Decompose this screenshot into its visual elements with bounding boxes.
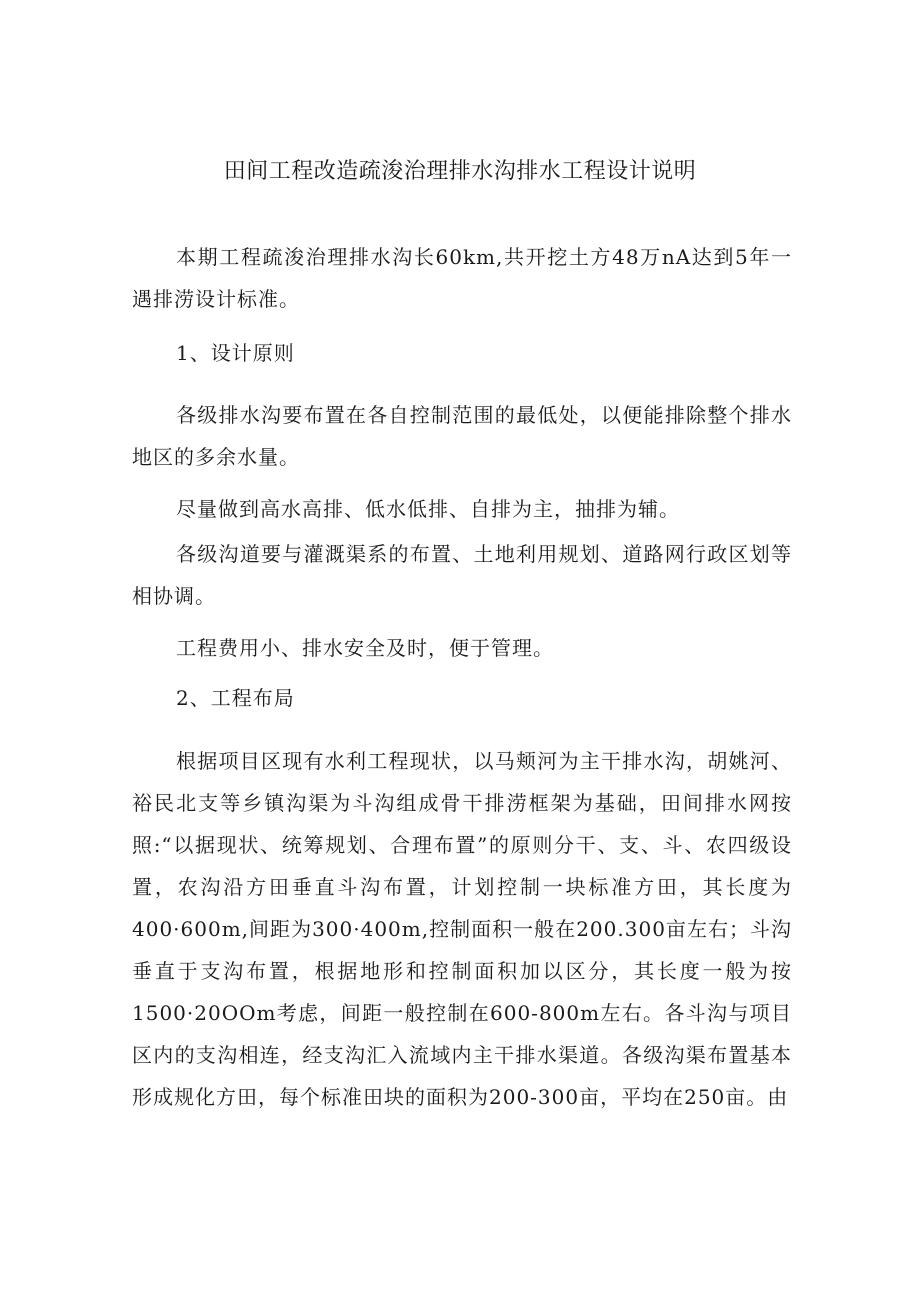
principle-paragraph-1: 各级排水沟要布置在各自控制范围的最低处，以便能排除整个排水地区的多余水量。 [132, 403, 792, 469]
layout-paragraph-1: 根据项目区现有水利工程现状，以马颊河为主干排水沟，胡姚河、裕民北支等乡镇沟渠为斗沟组成骨干排涝框架为基础，田间排水网按照:“以据现状、统筹规划、合理布置”的原则分干、支、斗、农四级设置，农沟沿方田垂直斗沟布置，计划控制一块标准方田，其长度为400·600m,间距为300·400m,控制面积一般在200.300亩左右；斗沟垂直于支沟布置，根据地形和控制面积加以区分，其长度一般为按1500·20OOm考虑，间距一般控制在600-800m左右。各斗沟与项目区内的支沟相连，经支沟汇入流域内主干排水渠道。各级沟渠布置基本形成规化方田，每个标准田块的面积为200-300亩，平均在250亩。由 [132, 749, 792, 1109]
principle-paragraph-3: 各级沟道要与灌溉渠系的布置、土地利用规划、道路网行政区划等相协调。 [132, 542, 792, 608]
principle-paragraph-4: 工程费用小、排水安全及时，便于管理。 [176, 636, 554, 660]
section-heading-layout: 2、工程布局 [176, 686, 295, 710]
section-heading-design-principles: 1、设计原则 [176, 341, 295, 365]
intro-paragraph: 本期工程疏浚治理排水沟长60km,共开挖土方48万nA达到5年一遇排涝设计标准。 [132, 245, 792, 311]
document-title: 田间工程改造疏浚治理排水沟排水工程设计说明 [223, 159, 697, 184]
principle-paragraph-2: 尽量做到高水高排、低水低排、自排为主，抽排为辅。 [176, 497, 680, 521]
